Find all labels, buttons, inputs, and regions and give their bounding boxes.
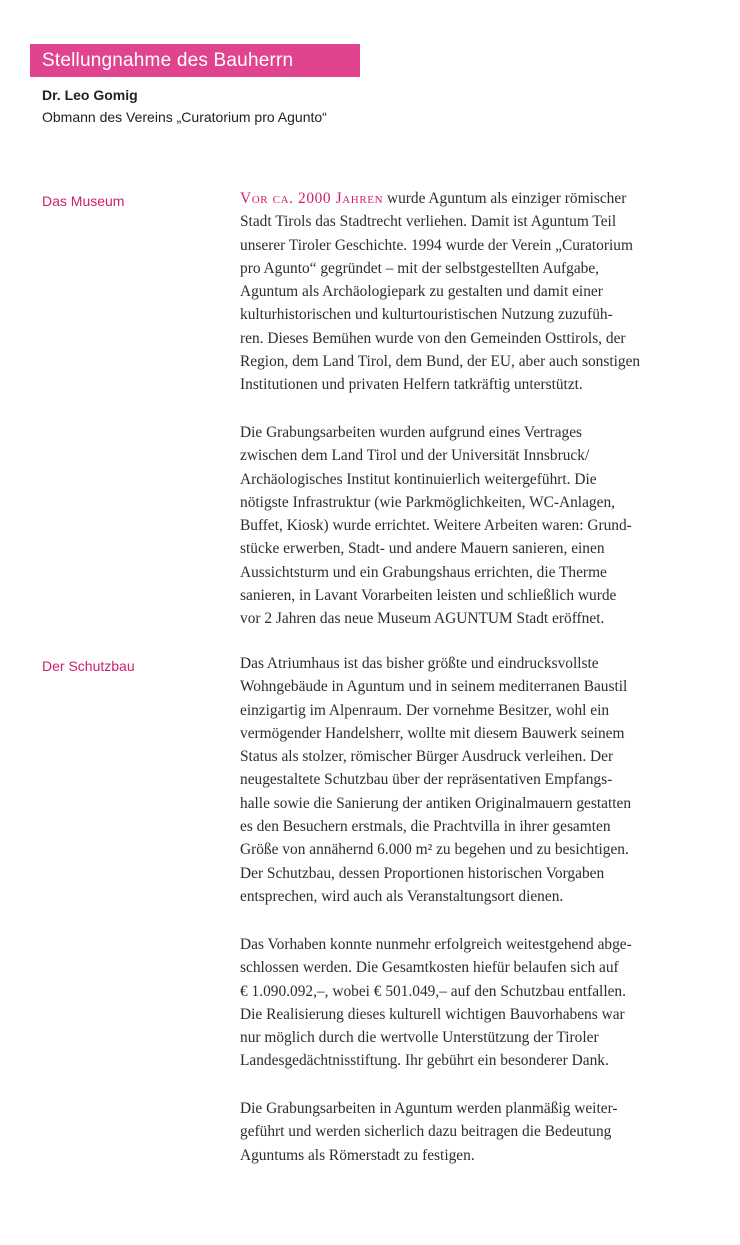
page-title: Stellungnahme des Bauherrn [30,44,360,77]
museum-paragraph-1-line: kulturhistorischen und kulturtouristischen Nutzung zuzufüh- [240,306,613,324]
section-heading-schutzbau: Der Schutzbau [42,658,135,674]
schutzbau-paragraph-1-line: es den Besuchern erstmals, die Prachtvilla in ihrer gesamten [240,818,611,836]
lead-in-smallcaps: Vor ca. 2000 Jahren [240,190,384,207]
museum-paragraph-1 [240,187,710,397]
museum-paragraph-2-line: zwischen dem Land Tirol und der Universität Innsbruck/ [240,447,590,465]
schutzbau-paragraph-1-line: Status als stolzer, römischer Bürger Ausdruck verleihen. Der [240,748,614,766]
schutzbau-paragraph-1-line: Das Atriumhaus ist das bisher größte und eindrucksvollste [240,655,599,672]
museum-paragraph-1-line: pro Agunto“ gegründet – mit der selbstgestellten Aufgabe, [240,259,600,277]
museum-paragraph-2 [240,421,710,631]
schutzbau-paragraph-1-line: Der Schutzbau, dessen Proportionen historischen Vorgaben [240,864,605,882]
lead-in-rest: wurde Aguntum als einziger römischer [383,190,627,207]
museum-paragraph-2-line: stücke erwerben, Stadt- und andere Mauern sanieren, einen [240,540,605,558]
schutzbau-paragraph-1-line: entsprechen, wird auch als Veranstaltungsort dienen. [240,887,564,905]
schutzbau-paragraph-1-line: halle sowie die Sanierung der antiken Originalmauern gestatten [240,794,632,812]
schutzbau-paragraph-1-line: neugestaltete Schutzbau über der repräsentativen Empfangs- [240,771,613,789]
schutzbau-paragraph-1-line: Wohngebäude in Aguntum und in seinem mediterranen Baustil [240,678,628,696]
schutzbau-paragraph-3-line: geführt und werden sicherlich dazu beitragen die Bedeutung [240,1123,612,1141]
schutzbau-paragraph-2-line: schlossen werden. Die Gesamtkosten hiefür belaufen sich auf [240,959,619,977]
schutzbau-paragraph-1-line: vermögender Handelsherr, wollte mit diesem Bauwerk seinem [240,724,625,742]
schutzbau-paragraph-1-line: einzigartig im Alpenraum. Der vornehme Besitzer, wohl ein [240,701,610,719]
museum-paragraph-2-line: sanieren, in Lavant Vorarbeiten leisten und schließlich wurde [240,587,617,605]
museum-paragraph-2-line: Buffet, Kiosk) wurde errichtet. Weitere Arbeiten waren: Grund- [240,517,632,535]
museum-paragraph-1-line [240,187,710,210]
museum-paragraph-1-line: Stadt Tirols das Stadtrecht verliehen. Damit ist Aguntum Teil [240,213,617,231]
museum-paragraph-1-line: ren. Dieses Bemühen wurde von den Gemeinden Osttirols, der [240,329,626,347]
museum-paragraph-1-line: unserer Tiroler Geschichte. 1994 wurde der Verein „Curatorium [240,236,633,254]
schutzbau-paragraph-2-line: Landesgedächtnisstiftung. Ihr gebührt ein besonderer Dank. [240,1052,609,1070]
museum-paragraph-1-line: Region, dem Land Tirol, dem Bund, der EU, aber auch sonstigen [240,353,641,371]
museum-paragraph-1-line: Aguntum als Archäologiepark zu gestalten und damit einer [240,283,603,301]
museum-paragraph-2-line: nötigste Infrastruktur (wie Parkmöglichkeiten, WC-Anlagen, [240,493,615,511]
section-heading-museum: Das Museum [42,193,125,209]
schutzbau-paragraph-2-line: Die Realisierung dieses kulturell wichtigen Bauvorhabens war [240,1005,625,1023]
museum-paragraph-2-line: Archäologisches Institut kontinuierlich weitergeführt. Die [240,470,597,488]
schutzbau-paragraph-2-line: nur möglich durch die wertvolle Unterstützung der Tiroler [240,1029,599,1047]
schutzbau-paragraph-3-line: Die Grabungsarbeiten in Aguntum werden planmäßig weiter- [240,1100,618,1117]
schutzbau-paragraph-1-line: Größe von annähernd 6.000 m² zu begehen und zu besichtigen. [240,841,629,859]
schutzbau-paragraph-2-line: € 1.090.092,–, wobei € 501.049,– auf den Schutzbau entfallen. [240,982,626,1000]
schutzbau-paragraph-3-line: Aguntums als Römerstadt zu festigen. [240,1146,475,1164]
author-name: Dr. Leo Gomig [42,87,138,103]
schutzbau-paragraph-3 [240,1097,710,1167]
museum-paragraph-2-line: vor 2 Jahren das neue Museum AGUNTUM Stadt eröffnet. [240,610,605,628]
museum-paragraph-1-line: Institutionen und privaten Helfern tatkräftig unterstützt. [240,376,583,394]
museum-paragraph-2-line: Aussichtsturm und ein Grabungshaus errichten, die Therme [240,563,607,581]
schutzbau-paragraph-2 [240,933,710,1073]
museum-paragraph-2-line: Die Grabungsarbeiten wurden aufgrund eines Vertrages [240,424,583,441]
schutzbau-paragraph-2-line: Das Vorhaben konnte nunmehr erfolgreich weitestgehend abge- [240,936,632,953]
author-role: Obmann des Vereins „Curatorium pro Agunto“ [42,109,327,125]
schutzbau-paragraph-1 [240,652,710,908]
